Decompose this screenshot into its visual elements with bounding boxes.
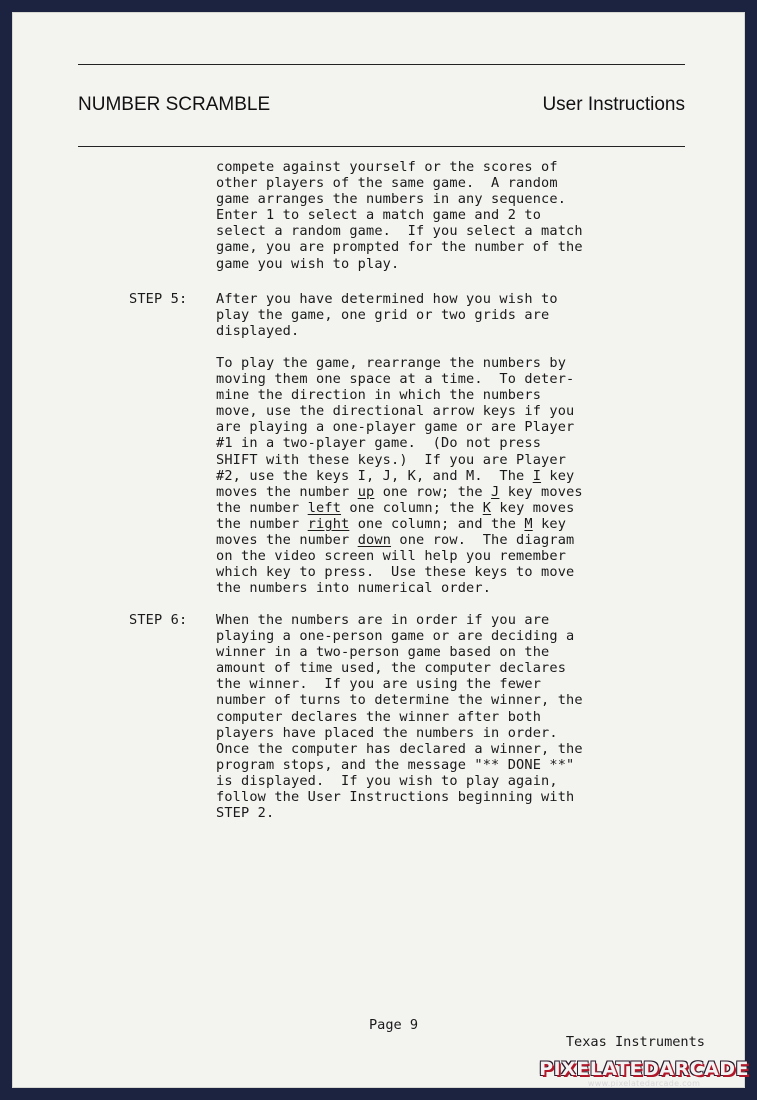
text-line: moves the number	[216, 483, 358, 500]
direction-down: down	[357, 532, 392, 549]
key-k-label: K	[482, 499, 492, 516]
text-line: one column; the	[341, 499, 483, 516]
text-line: playing a one-person game or are deciding a	[216, 628, 575, 645]
text-line: the winner. If you are using the fewer	[216, 676, 542, 693]
watermark	[539, 1058, 749, 1088]
text-line: When the numbers are in order if you are	[216, 612, 550, 628]
page-title: NUMBER SCRAMBLE	[78, 94, 271, 115]
text-line: SHIFT with these keys.) If you are Player	[216, 451, 567, 468]
step-5-paragraph-2	[216, 355, 656, 596]
text-line: the numbers into numerical order.	[216, 580, 492, 597]
text-line: game, you are prompted for the number of the	[216, 239, 583, 256]
watermark-url: www.pixelatedarcade.com	[587, 1079, 701, 1088]
text-line: follow the User Instructions beginning with	[216, 789, 575, 806]
text-line: the number	[216, 499, 308, 516]
text-line: number of turns to determine the winner, the	[216, 692, 583, 709]
text-line: game arranges the numbers in any sequence.	[216, 191, 567, 208]
text-line: other players of the same game. A random	[216, 175, 558, 192]
text-line: move, use the directional arrow keys if you	[216, 403, 575, 420]
text-line: key moves	[491, 499, 575, 516]
watermark-logo: PIXELATEDARCADE	[539, 1058, 749, 1080]
direction-left: left	[307, 499, 342, 516]
text-line: players have placed the numbers in order.	[216, 724, 558, 741]
text-line: game you wish to play.	[216, 255, 400, 272]
key-j-label: J	[491, 483, 500, 500]
text-line: play the game, one grid or two grids are	[216, 307, 550, 324]
text-line: select a random game. If you select a match	[216, 223, 583, 240]
text-line: the number	[216, 515, 308, 532]
text-line: program stops, and the message "** DONE **"	[216, 756, 575, 773]
key-i-label: I	[532, 467, 542, 484]
text-line: key	[541, 467, 575, 484]
text-line: displayed.	[216, 323, 300, 340]
text-line: mine the direction in which the numbers	[216, 387, 542, 404]
section-title: User Instructions	[542, 94, 685, 115]
text-line: STEP 2.	[216, 805, 275, 822]
text-line: moving them one space at a time. To deter-	[216, 371, 575, 388]
text-line: #1 in a two-player game. (Do not press	[216, 435, 542, 452]
footer-brand: Texas Instruments	[565, 1034, 705, 1050]
text-line: on the video screen will help you remember	[216, 548, 567, 565]
text-line: which key to press. Use these keys to move	[216, 564, 575, 581]
text-line: one row; the	[374, 483, 492, 500]
text-line: To play the game, rearrange the numbers by	[216, 355, 567, 371]
text-line: winner in a two-person game based on the	[216, 644, 550, 661]
key-m-label: M	[524, 515, 533, 532]
page-number: Page 9	[369, 1017, 419, 1033]
manual-page	[12, 12, 745, 1088]
text-line: After you have determined how you wish to	[216, 291, 558, 307]
step-6-paragraph	[216, 612, 656, 821]
text-line: compete against yourself or the scores of	[216, 159, 558, 175]
direction-right: right	[307, 515, 350, 532]
step-5-paragraph-1	[216, 291, 656, 339]
text-line: one row. The diagram	[391, 532, 575, 549]
direction-up: up	[357, 483, 375, 500]
text-line: key moves	[499, 483, 583, 500]
text-line: #2, use the keys I, J, K, and M. The	[216, 467, 533, 484]
text-line: Once the computer has declared a winner, the	[216, 740, 583, 757]
text-line: key	[532, 515, 567, 532]
text-line: are playing a one-player game or are Player	[216, 419, 575, 436]
step-5-label: STEP 5:	[129, 291, 188, 307]
header-rule	[78, 146, 685, 147]
intro-paragraph	[216, 159, 656, 272]
text-line: one column; and the	[349, 515, 525, 532]
text-line: is displayed. If you wish to play again,	[216, 772, 558, 789]
top-rule	[78, 64, 685, 65]
text-line: amount of time used, the computer declares	[216, 660, 567, 677]
text-line: computer declares the winner after both	[216, 708, 542, 725]
text-line: moves the number	[216, 532, 358, 549]
text-line: Enter 1 to select a match game and 2 to	[216, 207, 542, 224]
step-6-label: STEP 6:	[129, 612, 188, 628]
